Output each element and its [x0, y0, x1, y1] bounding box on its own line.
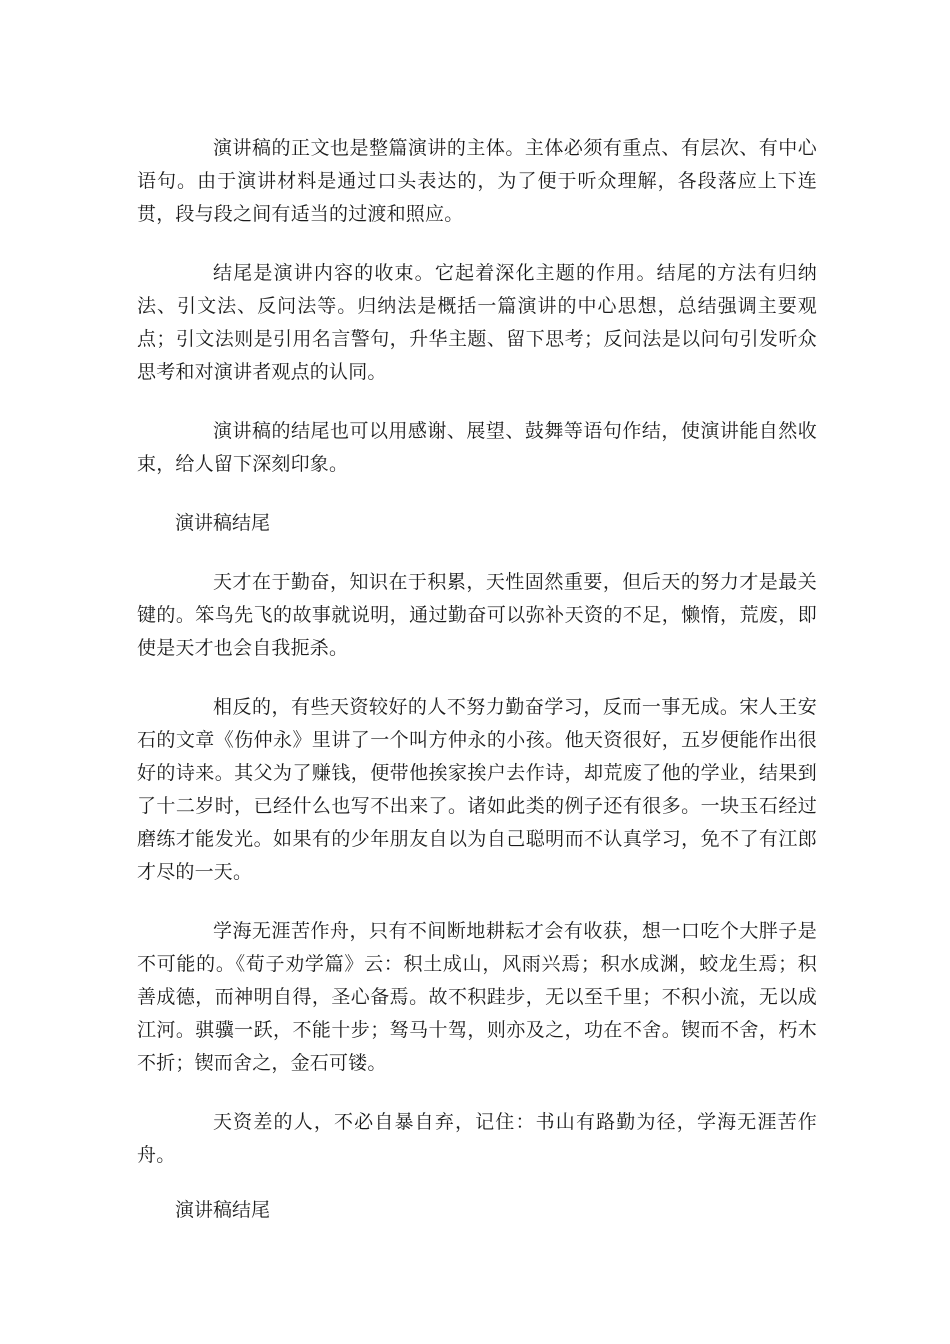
- paragraph-diligence: 天才在于勤奋，知识在于积累，天性固然重要，但后天的努力才是最关键的。笨鸟先飞的故事就说明，通过勤奋可以弥补天资的不足，懒惰，荒废，即使是天才也会自我扼杀。: [137, 571, 817, 659]
- paragraph-ending-phrases: 演讲稿的结尾也可以用感谢、展望、鼓舞等语句作结，使演讲能自然收束，给人留下深刻印象。: [137, 420, 817, 475]
- section-heading-2: 演讲稿结尾: [175, 1199, 271, 1221]
- paragraph-ending-methods: 结尾是演讲内容的收束。它起着深化主题的作用。结尾的方法有归纳法、引文法、反问法等。归纳法是概括一篇演讲的中心思想，总结强调主要观点；引文法则是引用名言警句，升华主题、留下思考；反问法是以问句引发听众思考和对演讲者观点的认同。: [137, 262, 817, 383]
- paragraph-xunzi: 学海无涯苦作舟，只有不间断地耕耘才会有收获，想一口吃个大胖子是不可能的。《荀子劝学篇》云：积土成山，风雨兴焉；积水成渊，蛟龙生焉；积善成德，而神明自得，圣心备焉。故不积跬步，无以至千里；不积小流，无以成江河。骐骥一跃，不能十步；驽马十驾，则亦及之，功在不舍。锲而不舍，朽木不折；锲而舍之，金石可镂。: [137, 920, 817, 1074]
- paragraph-zhongyong: 相反的，有些天资较好的人不努力勤奋学习，反而一事无成。宋人王安石的文章《伤仲永》里讲了一个叫方仲永的小孩。他天资很好，五岁便能作出很好的诗来。其父为了赚钱，便带他挨家挨户去作诗，却荒废了他的学业，结果到了十二岁时，已经什么也写不出来了。诸如此类的例子还有很多。一块玉石经过磨练才能发光。如果有的少年朋友自以为自己聪明而不认真学习，免不了有江郎才尽的一天。: [137, 696, 817, 883]
- paragraph-body-intro: 演讲稿的正文也是整篇演讲的主体。主体必须有重点、有层次、有中心语句。由于演讲材料是通过口头表达的，为了便于听众理解，各段落应上下连贯，段与段之间有适当的过渡和照应。: [137, 137, 817, 225]
- document-page: [137, 132, 817, 1253]
- section-heading-1: 演讲稿结尾: [175, 512, 271, 534]
- paragraph-encouragement: 天资差的人，不必自暴自弃，记住：书山有路勤为径，学海无涯苦作舟。: [137, 1111, 817, 1166]
